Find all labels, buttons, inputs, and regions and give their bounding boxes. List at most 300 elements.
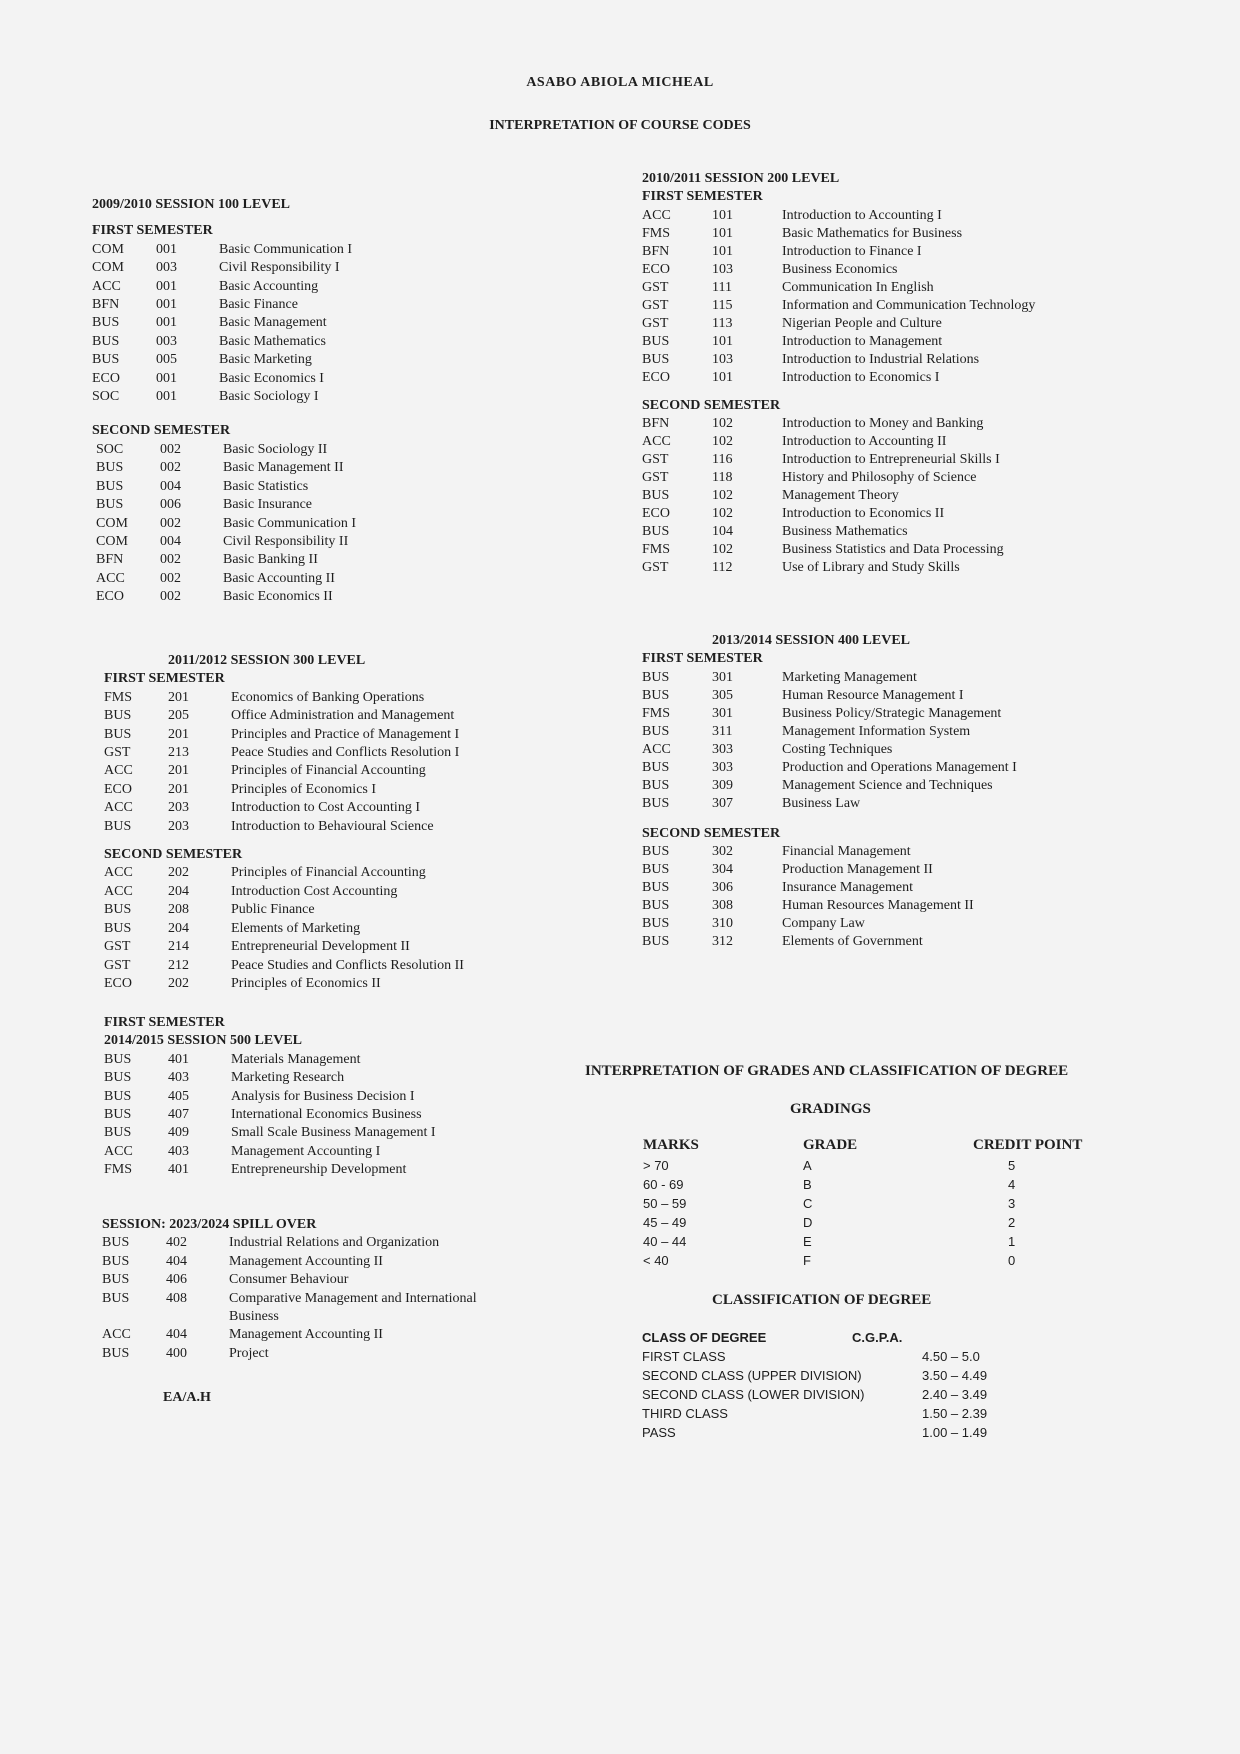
grade-value: A <box>803 1158 812 1173</box>
course-title: Peace Studies and Conflicts Resolution I <box>231 745 460 761</box>
course-row <box>642 915 1112 933</box>
course-number: 305 <box>712 687 733 703</box>
course-code: BUS <box>104 920 132 936</box>
course-row <box>642 541 1112 559</box>
course-row <box>96 515 532 533</box>
course-code: BUS <box>102 1345 130 1361</box>
course-number: 304 <box>712 862 733 878</box>
course-number: 003 <box>156 260 177 276</box>
course-row <box>642 369 1112 387</box>
course-list <box>102 1234 542 1363</box>
course-number: 214 <box>168 939 189 955</box>
course-code: ECO <box>642 369 670 385</box>
course-code: BUS <box>104 1070 132 1086</box>
semester-label: FIRST SEMESTER <box>642 651 763 667</box>
course-code: ACC <box>96 570 125 586</box>
course-number: 401 <box>168 1162 189 1178</box>
grade-value: B <box>803 1177 812 1192</box>
credit-point-value: 2 <box>1008 1215 1016 1230</box>
course-row <box>104 920 544 938</box>
course-code: FMS <box>104 1162 133 1178</box>
course-code: BUS <box>642 777 670 793</box>
course-title: Management Accounting II <box>229 1327 383 1343</box>
course-title: Principles of Financial Accounting <box>231 865 426 881</box>
course-title: Basic Accounting <box>219 278 319 294</box>
course-number: 408 <box>166 1290 187 1306</box>
course-code: BUS <box>104 1088 132 1104</box>
course-title: Introduction to Finance I <box>782 243 922 259</box>
course-code: BUS <box>96 460 124 476</box>
grading-rows <box>643 1156 1128 1270</box>
course-number: 102 <box>712 506 733 522</box>
course-title: Communication In English <box>782 279 934 295</box>
course-number: 101 <box>712 333 733 349</box>
course-code: FMS <box>642 705 671 721</box>
course-number: 208 <box>168 902 189 918</box>
course-code: BUS <box>642 488 670 504</box>
course-title: Small Scale Business Management I <box>231 1125 436 1141</box>
course-code: ECO <box>642 261 670 277</box>
course-number: 004 <box>160 533 181 549</box>
course-number: 201 <box>168 726 189 742</box>
course-row <box>104 818 544 836</box>
course-number: 002 <box>160 589 181 605</box>
course-code: BUS <box>642 759 670 775</box>
course-row <box>104 726 544 744</box>
course-number: 301 <box>712 705 733 721</box>
level-500-section <box>104 1014 544 1180</box>
course-title: Basic Management <box>219 315 327 331</box>
course-code: ACC <box>102 1327 131 1343</box>
course-row <box>104 1124 544 1142</box>
course-code: COM <box>92 260 124 276</box>
marks-value: 60 - 69 <box>643 1177 684 1192</box>
course-code: BUS <box>642 862 670 878</box>
course-title: Basic Mathematics <box>219 333 326 349</box>
cgpa-range: 3.50 – 4.49 <box>922 1368 988 1383</box>
semester-label: FIRST SEMESTER <box>92 223 213 239</box>
course-code: BUS <box>102 1290 130 1306</box>
course-title: Company Law <box>782 916 865 932</box>
course-number: 102 <box>712 488 733 504</box>
course-title: Elements of Marketing <box>231 920 361 936</box>
course-row <box>642 279 1112 297</box>
course-number: 201 <box>168 781 189 797</box>
level-300-section <box>104 652 544 993</box>
course-title: Basic Sociology I <box>219 389 319 405</box>
class-name: SECOND CLASS (LOWER DIVISION) <box>642 1387 865 1402</box>
course-row <box>102 1271 542 1289</box>
course-number: 102 <box>712 434 733 450</box>
course-row <box>92 278 532 296</box>
course-list <box>92 441 532 607</box>
grading-row <box>643 1232 1128 1251</box>
course-number: 113 <box>712 315 733 331</box>
course-title: Introduction to Money and Banking <box>782 416 984 432</box>
course-code: GST <box>642 279 669 295</box>
course-title: Basic Marketing <box>219 352 312 368</box>
course-number: 309 <box>712 777 733 793</box>
course-list <box>642 669 1112 813</box>
course-row <box>642 687 1112 705</box>
course-number: 401 <box>168 1051 189 1067</box>
course-code: BUS <box>92 352 120 368</box>
course-title: Introduction Cost Accounting <box>231 883 398 899</box>
course-title: Materials Management <box>231 1051 361 1067</box>
credit-point-value: 1 <box>1008 1234 1016 1249</box>
course-number: 002 <box>160 515 181 531</box>
course-row <box>642 705 1112 723</box>
course-list <box>104 864 544 993</box>
section-title: 2010/2011 SESSION 200 LEVEL <box>642 171 840 186</box>
course-title: Consumer Behaviour <box>229 1272 349 1288</box>
classification-row <box>642 1423 1042 1442</box>
course-row <box>92 241 532 259</box>
course-code: BUS <box>104 818 132 834</box>
course-title: Civil Responsibility I <box>219 260 340 276</box>
course-number: 402 <box>166 1235 187 1251</box>
course-row <box>642 351 1112 369</box>
marks-value: > 70 <box>643 1158 669 1173</box>
course-title: Business Law <box>782 795 861 811</box>
spillover-section <box>102 1216 542 1363</box>
course-code: BUS <box>642 898 670 914</box>
course-code: ECO <box>642 506 670 522</box>
course-code: BFN <box>96 552 124 568</box>
course-list <box>104 1051 544 1180</box>
semester-label: FIRST SEMESTER <box>642 189 763 205</box>
course-number: 101 <box>712 207 733 223</box>
course-title: Public Finance <box>231 902 315 918</box>
course-number: 406 <box>166 1272 187 1288</box>
classification-table <box>642 1328 1042 1442</box>
course-code: COM <box>92 241 124 257</box>
course-row <box>642 243 1112 261</box>
course-number: 409 <box>168 1125 189 1141</box>
course-row <box>96 459 532 477</box>
course-code: BUS <box>642 795 670 811</box>
course-number: 311 <box>712 723 733 739</box>
course-title: Management Information System <box>782 723 971 739</box>
document-title: INTERPRETATION OF COURSE CODES <box>489 118 751 133</box>
cgpa-range: 2.40 – 3.49 <box>922 1387 988 1402</box>
course-number: 118 <box>712 470 733 486</box>
course-code: COM <box>96 515 128 531</box>
course-code: GST <box>104 745 131 761</box>
course-title: Introduction to Management <box>782 333 943 349</box>
course-number: 002 <box>160 441 181 457</box>
course-code: GST <box>642 560 669 576</box>
course-number: 203 <box>168 800 189 816</box>
course-title: Business <box>229 1309 279 1325</box>
course-number: 004 <box>160 478 181 494</box>
course-title: History and Philosophy of Science <box>782 470 977 486</box>
course-number: 212 <box>168 957 189 973</box>
course-number: 213 <box>168 745 189 761</box>
classification-row <box>642 1366 1042 1385</box>
course-row <box>96 588 532 606</box>
course-number: 202 <box>168 865 189 881</box>
course-row <box>642 433 1112 451</box>
course-row <box>104 1106 544 1124</box>
course-row <box>102 1253 542 1271</box>
course-code: ACC <box>104 1143 133 1159</box>
course-code: GST <box>642 470 669 486</box>
grade-value: F <box>803 1253 811 1268</box>
course-number: 201 <box>168 763 189 779</box>
course-title: Office Administration and Management <box>231 708 455 724</box>
grading-row <box>643 1251 1128 1270</box>
course-title: Basic Finance <box>219 297 298 313</box>
course-row <box>642 505 1112 523</box>
course-row <box>642 759 1112 777</box>
class-name: FIRST CLASS <box>642 1349 726 1364</box>
initials: EA/A.H <box>163 1390 211 1405</box>
course-number: 116 <box>712 452 733 468</box>
course-title: Costing Techniques <box>782 741 893 757</box>
course-number: 204 <box>168 883 189 899</box>
course-number: 104 <box>712 524 733 540</box>
course-row <box>642 315 1112 333</box>
course-code: BUS <box>642 669 670 685</box>
course-number: 002 <box>160 552 181 568</box>
classification-header-row <box>642 1328 1042 1347</box>
course-code: ACC <box>642 741 671 757</box>
course-title: Basic Mathematics for Business <box>782 225 963 241</box>
section-title: 2009/2010 SESSION 100 LEVEL <box>92 197 290 212</box>
course-title: Marketing Research <box>231 1070 345 1086</box>
classification-row <box>642 1385 1042 1404</box>
course-title: Principles and Practice of Management I <box>231 726 460 742</box>
course-row <box>104 901 544 919</box>
course-title: Economics of Banking Operations <box>231 689 425 705</box>
section-title: SESSION: 2023/2024 SPILL OVER <box>102 1217 317 1232</box>
course-number: 310 <box>712 916 733 932</box>
cgpa-header: C.G.P.A. <box>852 1330 903 1345</box>
course-code: ACC <box>104 800 133 816</box>
course-row <box>642 523 1112 541</box>
course-title: Basic Economics I <box>219 370 324 386</box>
cgpa-range: 4.50 – 5.0 <box>922 1349 980 1364</box>
course-title: Production and Operations Management I <box>782 759 1017 775</box>
course-number: 115 <box>712 297 733 313</box>
credit-point-value: 0 <box>1008 1253 1016 1268</box>
course-row <box>104 957 544 975</box>
course-number: 303 <box>712 759 733 775</box>
course-code: GST <box>642 297 669 313</box>
course-code: ACC <box>92 278 121 294</box>
level-100-section <box>92 196 532 607</box>
course-code: BUS <box>102 1235 130 1251</box>
course-row <box>642 723 1112 741</box>
course-row <box>92 351 532 369</box>
course-code: COM <box>96 533 128 549</box>
course-row <box>642 879 1112 897</box>
course-row <box>642 843 1112 861</box>
course-list <box>92 241 532 407</box>
grading-row <box>643 1175 1128 1194</box>
grade-value: D <box>803 1215 813 1230</box>
grade-header: GRADE <box>803 1137 858 1153</box>
course-number: 103 <box>712 261 733 277</box>
course-code: GST <box>104 939 131 955</box>
course-code: ECO <box>96 589 124 605</box>
credit-point-value: 5 <box>1008 1158 1016 1173</box>
course-code: BUS <box>92 315 120 331</box>
course-code: BUS <box>642 524 670 540</box>
semester-label: SECOND SEMESTER <box>92 423 231 439</box>
course-code: ACC <box>642 207 671 223</box>
course-code: BUS <box>104 726 132 742</box>
course-number: 101 <box>712 369 733 385</box>
course-number: 307 <box>712 795 733 811</box>
course-code: ECO <box>104 781 132 797</box>
course-row <box>104 707 544 725</box>
marks-value: 40 – 44 <box>643 1234 687 1249</box>
course-row <box>104 1088 544 1106</box>
course-number: 111 <box>712 279 732 295</box>
course-title: Introduction to Economics II <box>782 506 945 522</box>
course-title: Introduction to Accounting I <box>782 207 942 223</box>
course-list <box>104 689 544 836</box>
course-title: Comparative Management and International <box>229 1290 477 1306</box>
course-row <box>102 1234 542 1252</box>
course-row <box>104 1143 544 1161</box>
course-number: 001 <box>156 278 177 294</box>
course-code: BUS <box>642 880 670 896</box>
course-code <box>102 1308 166 1326</box>
course-title: Analysis for Business Decision I <box>231 1088 415 1104</box>
course-code: GST <box>642 315 669 331</box>
course-title: Entrepreneurial Development II <box>231 939 410 955</box>
marks-value: 50 – 59 <box>643 1196 687 1211</box>
course-code: BUS <box>102 1253 130 1269</box>
course-number: 404 <box>166 1327 187 1343</box>
course-list <box>642 207 1112 387</box>
grading-table <box>643 1137 1128 1270</box>
course-row <box>92 388 532 406</box>
course-row <box>96 570 532 588</box>
course-code: FMS <box>642 542 671 558</box>
course-number: 407 <box>168 1107 189 1123</box>
grades-title: INTERPRETATION OF GRADES AND CLASSIFICATION OF DEGREE <box>585 1063 1069 1079</box>
course-title: Human Resources Management II <box>782 898 974 914</box>
course-code: BUS <box>104 1107 132 1123</box>
course-title: Management Theory <box>782 488 899 504</box>
course-title: Business Economics <box>782 261 898 277</box>
course-row <box>642 333 1112 351</box>
course-row <box>104 799 544 817</box>
course-row <box>104 975 544 993</box>
course-row <box>642 861 1112 879</box>
semester-label: SECOND SEMESTER <box>642 825 781 841</box>
course-title: Principles of Economics II <box>231 975 381 991</box>
course-row <box>104 762 544 780</box>
course-list <box>642 843 1112 951</box>
marks-value: 45 – 49 <box>643 1215 687 1230</box>
cgpa-range: 1.00 – 1.49 <box>922 1425 988 1440</box>
course-row <box>642 559 1112 577</box>
course-row <box>92 296 532 314</box>
course-row <box>642 225 1112 243</box>
course-number: 205 <box>168 708 189 724</box>
course-title: Basic Statistics <box>223 478 309 494</box>
course-row <box>642 487 1112 505</box>
course-number: 006 <box>160 497 181 513</box>
course-number: 404 <box>166 1253 187 1269</box>
credit-point-header: CREDIT POINT <box>973 1137 1083 1153</box>
course-code: ACC <box>104 865 133 881</box>
course-number <box>166 1308 229 1326</box>
course-number: 403 <box>168 1070 189 1086</box>
course-code: SOC <box>96 441 124 457</box>
course-row <box>92 370 532 388</box>
course-number: 101 <box>712 243 733 259</box>
section-title: 2011/2012 SESSION 300 LEVEL <box>168 653 366 668</box>
course-number: 112 <box>712 560 733 576</box>
course-row <box>96 441 532 459</box>
course-number: 308 <box>712 898 733 914</box>
course-row <box>96 478 532 496</box>
grading-row <box>643 1213 1128 1232</box>
course-title: Basic Economics II <box>223 589 333 605</box>
course-code: BUS <box>642 687 670 703</box>
course-title: Peace Studies and Conflicts Resolution II <box>231 957 464 973</box>
course-code: ACC <box>104 883 133 899</box>
classification-row <box>642 1347 1042 1366</box>
course-row <box>96 551 532 569</box>
course-row <box>92 314 532 332</box>
course-number: 005 <box>156 352 177 368</box>
course-title: Basic Communication I <box>223 515 356 531</box>
course-number: 201 <box>168 689 189 705</box>
course-row <box>642 795 1112 813</box>
course-code: BUS <box>102 1272 130 1288</box>
course-title: Introduction to Behavioural Science <box>231 818 434 834</box>
course-code: ECO <box>92 370 120 386</box>
course-title: Introduction to Cost Accounting I <box>231 800 420 816</box>
course-code: BUS <box>642 844 670 860</box>
course-code: BUS <box>92 333 120 349</box>
course-title: Business Statistics and Data Processing <box>782 542 1004 558</box>
course-number: 002 <box>160 460 181 476</box>
course-number: 306 <box>712 880 733 896</box>
course-row <box>642 207 1112 225</box>
course-number: 001 <box>156 315 177 331</box>
course-code: BUS <box>104 1125 132 1141</box>
course-row <box>642 261 1112 279</box>
course-row <box>642 897 1112 915</box>
course-title: Basic Management II <box>223 460 344 476</box>
course-code: GST <box>104 957 131 973</box>
course-code: BUS <box>104 1051 132 1067</box>
course-number: 403 <box>168 1143 189 1159</box>
course-title: Basic Banking II <box>223 552 318 568</box>
course-title: Management Accounting I <box>231 1143 381 1159</box>
course-title: Human Resource Management I <box>782 687 964 703</box>
grading-row <box>643 1194 1128 1213</box>
course-title: Nigerian People and Culture <box>782 315 942 331</box>
classification-row <box>642 1404 1042 1423</box>
course-title: Project <box>229 1345 269 1361</box>
course-title: Introduction to Economics I <box>782 369 940 385</box>
course-row <box>642 777 1112 795</box>
course-code: BFN <box>92 297 120 313</box>
course-code: BUS <box>96 478 124 494</box>
course-code: ACC <box>642 434 671 450</box>
course-code: GST <box>642 452 669 468</box>
course-row <box>92 259 532 277</box>
